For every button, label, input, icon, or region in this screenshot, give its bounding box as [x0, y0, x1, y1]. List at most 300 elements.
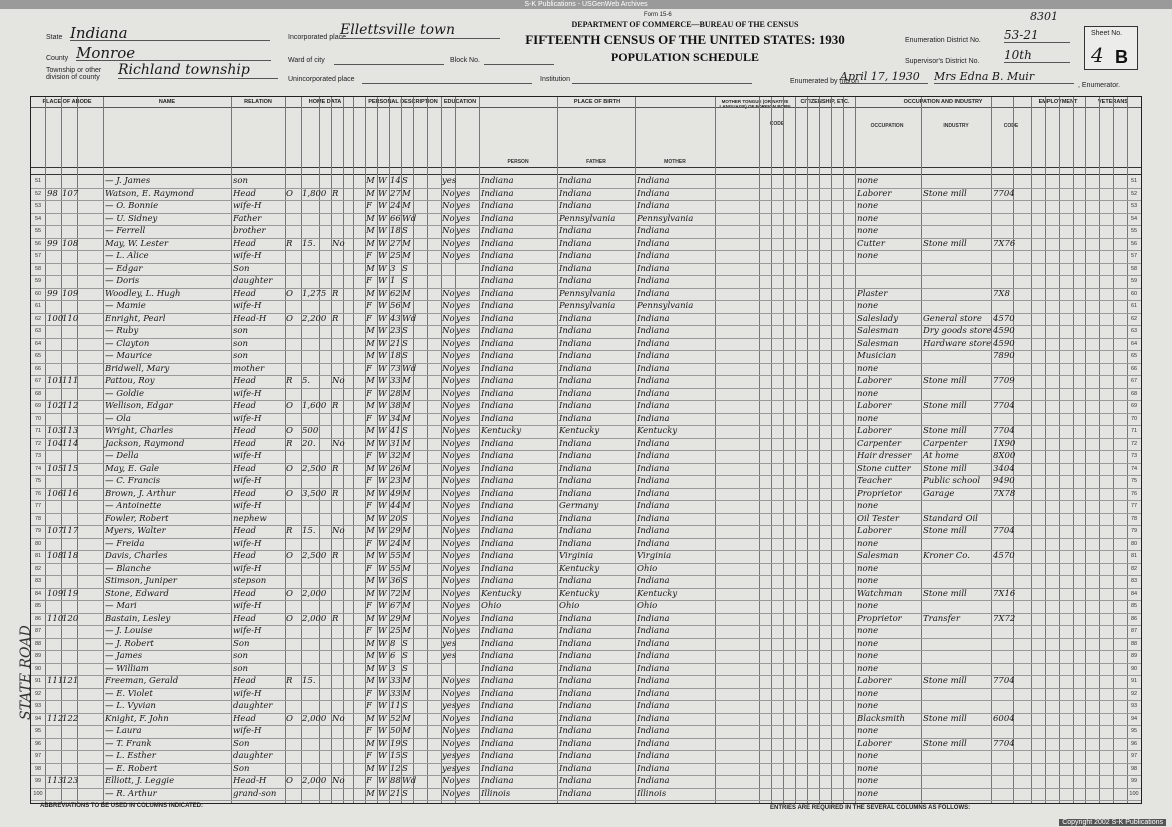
cell-father-birthplace: Indiana [559, 613, 592, 624]
header-father: FATHER [586, 159, 606, 165]
cell-race: W [378, 376, 387, 386]
cell-marital: M [402, 538, 411, 549]
cell-father-birthplace: Kentucky [559, 588, 600, 599]
cell-race: W [378, 738, 387, 749]
cell-sex: M [366, 401, 375, 411]
right-row-number: 91 [1130, 678, 1138, 684]
entries-title: ENTRIES ARE REQUIRED IN THE SEVERAL COLUMNS AS FOLLOWS: [770, 805, 971, 811]
cell-age: 27 [390, 188, 401, 199]
section-home-data: HOME DATA [308, 99, 342, 105]
cell-birthplace: Indiana [481, 738, 514, 749]
cell-relation: Head [233, 551, 256, 561]
cell-birthplace: Indiana [481, 438, 514, 449]
cell-radio: R [332, 313, 339, 324]
cell-occupation: Laborer [857, 676, 892, 686]
cell-tenure: O [286, 713, 293, 724]
cell-occupation: none [857, 763, 879, 774]
cell-race: W [378, 563, 387, 574]
cell-school: No [442, 288, 455, 299]
cell-mother-birthplace: Indiana [637, 188, 670, 199]
cell-occupation: none [857, 538, 879, 549]
cell-dwelling: 106 [47, 488, 64, 499]
cell-sex: F [366, 313, 372, 324]
cell-dwelling: 100 [47, 313, 64, 324]
cell-school: No [442, 426, 455, 436]
cell-mother-birthplace: Indiana [637, 263, 670, 274]
cell-school: No [442, 376, 455, 386]
cell-race: W [378, 776, 387, 786]
cell-father-birthplace: Indiana [559, 401, 592, 411]
cell-occupation: none [857, 201, 879, 211]
cell-sex: M [366, 651, 375, 661]
cell-birthplace: Indiana [481, 326, 514, 336]
cell-sex: F [366, 563, 372, 574]
header-rule-3 [31, 174, 1141, 175]
cell-dwelling: 108 [47, 551, 64, 561]
cell-read-write: yes [456, 426, 471, 436]
right-row-number: 52 [1130, 190, 1138, 197]
cell-read-write: yes [456, 451, 471, 461]
cell-relation: wife-H [233, 301, 262, 311]
header-code-tongue: CODE [769, 121, 785, 127]
cell-relation: nephew [233, 513, 267, 524]
cell-race: W [378, 501, 387, 511]
cell-occupation: none [857, 563, 879, 574]
cell-race: W [378, 601, 387, 611]
cell-race: W [378, 726, 387, 736]
left-row-number: 90 [34, 665, 42, 672]
cell-occupation: none [857, 601, 879, 611]
right-row-number: 75 [1130, 478, 1138, 484]
cell-name: — Ferrell [105, 226, 146, 236]
schedule-table [30, 96, 1142, 804]
cell-school: No [442, 313, 455, 324]
cell-marital: M [402, 438, 411, 449]
cell-industry: Dry goods store [923, 326, 992, 336]
cell-tenure: O [286, 613, 293, 624]
left-row-number: 71 [34, 428, 42, 434]
cell-home-value: 2,500 [302, 551, 327, 561]
cell-occupation: Plaster [857, 288, 888, 299]
cell-name: — Doris [105, 276, 140, 286]
cell-marital: M [402, 676, 411, 686]
left-row-number: 82 [34, 565, 42, 572]
unincorporated-label: Unincorporated place [288, 76, 355, 83]
left-row-number: 63 [34, 328, 42, 334]
cell-race: W [378, 288, 387, 299]
cell-mother-birthplace: Indiana [637, 326, 670, 336]
enum-district-value: 53-21 [1004, 28, 1070, 43]
cell-school: No [442, 401, 455, 411]
cell-sex: M [366, 438, 375, 449]
cell-occ-code: 7709 [993, 376, 1015, 386]
cell-school: yes [442, 176, 457, 186]
cell-occ-code: 7704 [993, 738, 1015, 749]
cell-home-value: 2,000 [302, 613, 327, 624]
cell-birthplace: Indiana [481, 488, 514, 499]
cell-birthplace: Indiana [481, 176, 514, 186]
section-name: NAME [158, 99, 176, 105]
cell-birthplace: Indiana [481, 313, 514, 324]
cell-name: — E. Violet [105, 688, 153, 699]
cell-occupation: none [857, 788, 879, 799]
cell-school: yes [442, 701, 457, 711]
cell-birthplace: Indiana [481, 413, 514, 424]
cell-mother-birthplace: Indiana [637, 276, 670, 286]
cell-occ-code: 7890 [993, 351, 1015, 361]
footer [30, 803, 1140, 824]
cell-industry: Stone mill [923, 238, 967, 249]
cell-occ-code: 7704 [993, 676, 1015, 686]
cell-name: Stone, Edward [105, 588, 169, 599]
cell-marital: M [402, 601, 411, 611]
cell-marital: M [402, 476, 411, 486]
cell-sex: F [366, 363, 372, 374]
right-row-number: 56 [1130, 240, 1138, 247]
cell-occupation: none [857, 638, 879, 649]
cell-relation: Head [233, 713, 256, 724]
left-row-number: 53 [34, 203, 42, 209]
cell-father-birthplace: Indiana [559, 526, 592, 536]
cell-occupation: Oil Tester [857, 513, 900, 524]
left-row-number: 92 [34, 690, 42, 697]
cell-tenure: O [286, 776, 293, 786]
cell-radio: No [332, 526, 345, 536]
left-row-number: 60 [34, 290, 42, 297]
cell-occupation: Proprietor [857, 613, 902, 624]
cell-family: 109 [62, 288, 79, 299]
sheet-box [1084, 26, 1138, 70]
cell-tenure: O [286, 188, 293, 199]
side-road-note: STATE ROAD [18, 625, 34, 720]
cell-industry: Garage [923, 488, 955, 499]
cell-tenure: R [286, 438, 293, 449]
cell-dwelling: 102 [47, 401, 64, 411]
cell-birthplace: Indiana [481, 363, 514, 374]
cell-name: — U. Sidney [105, 213, 158, 224]
cell-father-birthplace: Kentucky [559, 426, 600, 436]
cell-age: 24 [390, 201, 401, 211]
header-code-occ: CODE [1003, 123, 1019, 129]
cell-relation: wife-H [233, 251, 262, 261]
cell-marital: M [402, 251, 411, 261]
cell-school: No [442, 338, 455, 349]
schedule-subtitle: POPULATION SCHEDULE [610, 50, 760, 64]
cell-sex: F [366, 301, 372, 311]
cell-marital: M [402, 413, 411, 424]
cell-family: 121 [62, 676, 79, 686]
left-row-number: 57 [34, 253, 42, 259]
cell-occ-code: 7704 [993, 188, 1015, 199]
cell-occupation: Laborer [857, 376, 892, 386]
cell-family: 113 [62, 426, 79, 436]
cell-sex: M [366, 788, 375, 799]
cell-marital: M [402, 501, 411, 511]
cell-sex: M [366, 213, 375, 224]
cell-relation: Head [233, 238, 256, 249]
cell-birthplace: Indiana [481, 763, 514, 774]
census-title: FIFTEENTH CENSUS OF THE UNITED STATES: 1930 [525, 32, 845, 47]
cell-father-birthplace: Indiana [559, 651, 592, 661]
cell-sex: F [366, 451, 372, 461]
right-row-number: 100 [1129, 790, 1139, 797]
cell-read-write: yes [456, 413, 471, 424]
cell-mother-birthplace: Indiana [637, 376, 670, 386]
left-row-number: 67 [34, 378, 42, 384]
cell-name: Freeman, Gerald [105, 676, 179, 686]
enumerated-label: Enumerated by me on [790, 78, 859, 85]
cell-home-value: 500 [302, 426, 319, 436]
cell-family: 111 [62, 376, 79, 386]
cell-father-birthplace: Indiana [559, 438, 592, 449]
cell-marital: S [402, 276, 408, 286]
cell-relation: Head-H [233, 313, 267, 324]
left-row-number: 89 [34, 653, 42, 659]
cell-marital: S [402, 576, 408, 586]
cell-father-birthplace: Indiana [559, 701, 592, 711]
cell-radio: No [332, 776, 345, 786]
cell-birthplace: Indiana [481, 401, 514, 411]
cell-father-birthplace: Indiana [559, 663, 592, 674]
cell-age: 55 [390, 563, 401, 574]
cell-father-birthplace: Indiana [559, 188, 592, 199]
cell-marital: S [402, 176, 408, 186]
cell-age: 25 [390, 626, 401, 636]
cell-marital: M [402, 551, 411, 561]
cell-mother-birthplace: Indiana [637, 401, 670, 411]
right-row-number: 76 [1130, 490, 1138, 497]
cell-marital: M [402, 713, 411, 724]
cell-father-birthplace: Indiana [559, 451, 592, 461]
cell-name: — E. Robert [105, 763, 158, 774]
right-row-number: 79 [1130, 528, 1138, 534]
cell-sex: M [366, 738, 375, 749]
cell-age: 73 [390, 363, 401, 374]
cell-occ-code: 4570 [993, 551, 1015, 561]
cell-radio: R [332, 551, 339, 561]
cell-relation: son [233, 651, 248, 661]
cell-marital: M [402, 401, 411, 411]
cell-age: 18 [390, 226, 401, 236]
cell-name: — Clayton [105, 338, 150, 349]
cell-mother-birthplace: Indiana [637, 751, 670, 761]
cell-name: Bastain, Lesley [105, 613, 171, 624]
left-row-number: 61 [34, 303, 42, 309]
left-row-number: 93 [34, 703, 42, 709]
cell-marital: M [402, 488, 411, 499]
cell-read-write: yes [456, 701, 471, 711]
state-value: Indiana [70, 24, 270, 41]
cell-read-write: yes [456, 776, 471, 786]
cell-dwelling: 109 [47, 588, 64, 599]
cell-school: No [442, 388, 455, 399]
cell-race: W [378, 663, 387, 674]
left-row-number: 55 [34, 228, 42, 234]
right-row-number: 85 [1130, 603, 1138, 609]
sheet-side: B [1115, 47, 1128, 67]
cell-school: No [442, 788, 455, 799]
cell-birthplace: Indiana [481, 226, 514, 236]
cell-occupation: Teacher [857, 476, 892, 486]
left-row-number: 95 [34, 728, 42, 734]
header-mother: MOTHER [664, 159, 686, 165]
cell-age: 56 [390, 301, 401, 311]
cell-occupation: Blacksmith [857, 713, 905, 724]
cell-father-birthplace: Indiana [559, 576, 592, 586]
cell-read-write: yes [456, 338, 471, 349]
cell-sex: F [366, 776, 372, 786]
cell-race: W [378, 476, 387, 486]
cell-occupation: Salesman [857, 551, 899, 561]
cell-race: W [378, 751, 387, 761]
cell-industry: Stone mill [923, 713, 967, 724]
cell-name: — J. James [105, 176, 151, 186]
form-number: Form 15-6 [644, 12, 672, 18]
cell-read-write: yes [456, 501, 471, 511]
cell-race: W [378, 401, 387, 411]
right-row-number: 97 [1130, 753, 1138, 759]
cell-mother-birthplace: Indiana [637, 463, 670, 474]
cell-relation: son [233, 326, 248, 336]
cell-age: 12 [390, 763, 401, 774]
right-row-number: 95 [1130, 728, 1138, 734]
cell-occupation: Stone cutter [857, 463, 911, 474]
cell-race: W [378, 638, 387, 649]
cell-relation: Head [233, 376, 256, 386]
cell-school: No [442, 238, 455, 249]
header-occupation: OCCUPATION [870, 123, 904, 129]
right-row-number: 59 [1130, 278, 1138, 284]
cell-read-write: yes [456, 601, 471, 611]
cell-birthplace: Indiana [481, 188, 514, 199]
cell-mother-birthplace: Indiana [637, 476, 670, 486]
cell-mother-birthplace: Indiana [637, 513, 670, 524]
cell-age: 29 [390, 526, 401, 536]
cell-marital: S [402, 788, 408, 799]
cell-relation: Head [233, 188, 256, 199]
left-row-number: 65 [34, 353, 42, 359]
cell-industry: Stone mill [923, 526, 967, 536]
cell-occ-code: 7X16 [993, 588, 1016, 599]
cell-read-write: yes [456, 226, 471, 236]
cell-read-write: yes [456, 213, 471, 224]
cell-race: W [378, 238, 387, 249]
cell-sex: M [366, 576, 375, 586]
cell-age: 43 [390, 313, 401, 324]
right-row-number: 80 [1130, 540, 1138, 547]
cell-read-write: yes [456, 488, 471, 499]
cell-age: 36 [390, 576, 401, 586]
cell-race: W [378, 788, 387, 799]
cell-mother-birthplace: Indiana [637, 176, 670, 186]
cell-mother-birthplace: Indiana [637, 438, 670, 449]
cell-relation: daughter [233, 751, 273, 761]
section-occupation: OCCUPATION AND INDUSTRY [903, 99, 983, 105]
left-row-number: 79 [34, 528, 42, 534]
cell-sex: M [366, 426, 375, 436]
cell-age: 55 [390, 551, 401, 561]
cell-read-write: yes [456, 388, 471, 399]
cell-relation: wife-H [233, 726, 262, 736]
cell-race: W [378, 713, 387, 724]
cell-industry: Stone mill [923, 463, 967, 474]
cell-father-birthplace: Indiana [559, 738, 592, 749]
cell-sex: F [366, 601, 372, 611]
cell-sex: F [366, 251, 372, 261]
right-row-number: 57 [1130, 253, 1138, 259]
unincorporated-line [362, 83, 532, 84]
cell-mother-birthplace: Ohio [637, 563, 658, 574]
cell-read-write: yes [456, 788, 471, 799]
cell-school: No [442, 713, 455, 724]
cell-race: W [378, 176, 387, 186]
section-mother-tongue: MOTHER TONGUE (OR NATIVE LANGUAGE) OF FOREIGN BORN [719, 99, 791, 109]
cell-father-birthplace: Pennsylvania [559, 213, 616, 224]
cell-age: 49 [390, 488, 401, 499]
cell-sex: F [366, 626, 372, 636]
cell-sex: M [366, 713, 375, 724]
cell-name: — L. Vyvian [105, 701, 156, 711]
cell-dwelling: 107 [47, 526, 64, 536]
cell-home-value: 15. [302, 526, 316, 536]
cell-occupation: Laborer [857, 738, 892, 749]
cell-relation: Son [233, 263, 250, 274]
left-row-number: 96 [34, 740, 42, 747]
cell-birthplace: Indiana [481, 351, 514, 361]
cell-birthplace: Indiana [481, 338, 514, 349]
right-row-number: 60 [1130, 290, 1138, 297]
cell-school: No [442, 251, 455, 261]
left-row-number: 69 [34, 403, 42, 409]
cell-father-birthplace: Indiana [559, 376, 592, 386]
cell-age: 25 [390, 251, 401, 261]
cell-family: 108 [62, 238, 79, 249]
cell-occ-code: 7704 [993, 526, 1015, 536]
cell-industry: Stone mill [923, 376, 967, 386]
cell-marital: S [402, 638, 408, 649]
cell-occ-code: 9490 [993, 476, 1015, 486]
cell-race: W [378, 576, 387, 586]
cell-birthplace: Indiana [481, 563, 514, 574]
left-row-number: 86 [34, 615, 42, 622]
cell-industry: Stone mill [923, 401, 967, 411]
cell-read-write: yes [456, 326, 471, 336]
cell-marital: M [402, 688, 411, 699]
cell-name: — Ola [105, 413, 131, 424]
cell-radio: R [332, 463, 339, 474]
cell-birthplace: Indiana [481, 276, 514, 286]
cell-name: — Ruby [105, 326, 139, 336]
cell-birthplace: Indiana [481, 238, 514, 249]
cell-birthplace: Indiana [481, 213, 514, 224]
left-row-number: 100 [33, 790, 43, 797]
cell-age: 21 [390, 788, 401, 799]
cell-read-write: yes [456, 376, 471, 386]
left-row-number: 51 [34, 178, 42, 184]
cell-sex: M [366, 488, 375, 499]
cell-school: yes [442, 651, 457, 661]
cell-race: W [378, 351, 387, 361]
left-row-number: 68 [34, 390, 42, 397]
cell-mother-birthplace: Indiana [637, 338, 670, 349]
cell-name: — O. Bonnie [105, 201, 159, 211]
cell-mother-birthplace: Kentucky [637, 426, 678, 436]
cell-mother-birthplace: Indiana [637, 363, 670, 374]
cell-age: 29 [390, 613, 401, 624]
cell-age: 3 [390, 263, 396, 274]
cell-occupation: Laborer [857, 188, 892, 199]
cell-marital: M [402, 451, 411, 461]
